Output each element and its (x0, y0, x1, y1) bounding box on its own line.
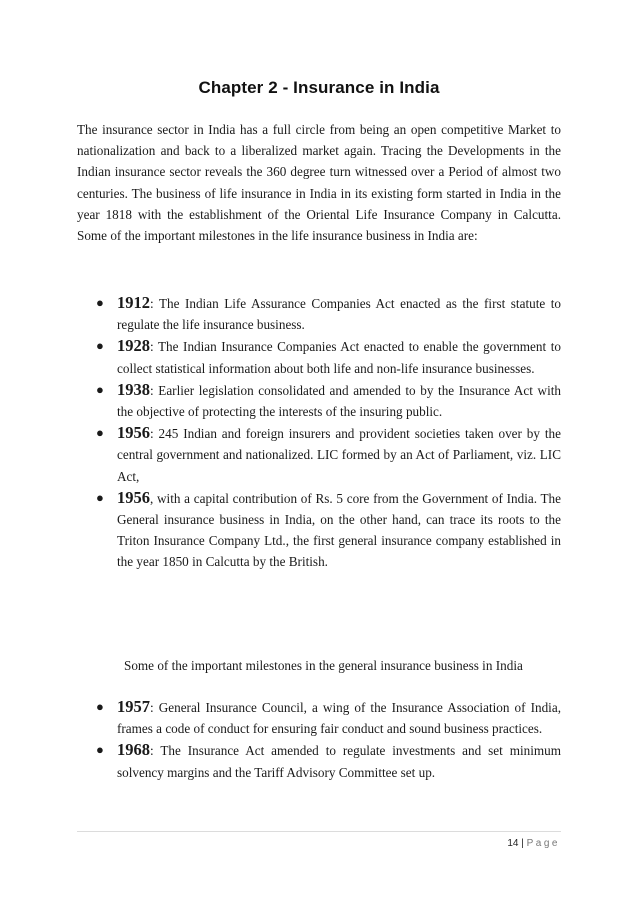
list-item (77, 292, 561, 335)
milestone-year: 1956 (117, 487, 150, 507)
bullet-icon: ● (96, 425, 104, 441)
milestone-year: 1912 (117, 293, 150, 312)
milestone-year: 1956 (117, 423, 150, 443)
list-item (77, 379, 561, 422)
list-item (77, 335, 561, 378)
milestone-text: , with a capital contribution of Rs. 5 core from the Government of India. The General insurance business in India, on the other hand, can trace its roots to the Triton Insurance Company Ltd., the first general insurance company established in the year 1850 in Calcutta by the British. (117, 490, 561, 570)
page-number: 14 (507, 838, 519, 849)
page-label: Page (526, 838, 560, 849)
milestone-year: 1968 (117, 740, 150, 760)
page-footer (507, 838, 560, 849)
milestone-text: : The Indian Life Assurance Companies Act enacted as the first statute to regulate the life insurance business. (117, 296, 561, 333)
bullet-icon: ● (96, 742, 104, 758)
general-intro-paragraph (77, 655, 561, 676)
list-item (77, 422, 561, 487)
footer-divider (77, 831, 561, 832)
milestone-text: : General Insurance Council, a wing of the Insurance Association of India, frames a code of conduct for ensuring fair conduct and sound business practices. (117, 700, 561, 737)
bullet-icon: ● (96, 295, 104, 310)
bullet-icon: ● (96, 381, 104, 397)
list-item (77, 487, 561, 573)
footer-separator: | (521, 838, 524, 849)
bullet-icon: ● (96, 489, 104, 505)
milestone-year: 1928 (117, 336, 150, 356)
intro-paragraph: The insurance sector in India has a full circle from being an open competitive Market to nationalization and back to a liberalized market again. Tracing the Developments in the Indian insurance sector reveals the 360 degree turn witnessed over a Period of almost two centuries. The business of life insurance in India in its existing form started in India in the year 1818 with the establishment of the Oriental Life Insurance Company in Calcutta. Some of the important milestones in the life insurance business in India are: (77, 122, 561, 244)
life-milestones-list (77, 292, 561, 573)
bullet-icon: ● (96, 699, 104, 714)
list-item (77, 696, 561, 739)
milestone-text: : The Insurance Act amended to regulate investments and set minimum solvency margins and the Tariff Advisory Committee set up. (117, 743, 561, 780)
milestone-text: : 245 Indian and foreign insurers and provident societies taken over by the central government and nationalized. LIC formed by an Act of Parliament, viz. LIC Act, (117, 426, 561, 484)
general-intro-text: Some of the important milestones in the general insurance business in India (124, 658, 523, 673)
bullet-icon: ● (96, 338, 104, 354)
milestone-year: 1938 (117, 379, 150, 399)
general-milestones-list (77, 696, 561, 783)
milestone-text: : The Indian Insurance Companies Act enacted to enable the government to collect statistical information about both life and non-life insurance businesses. (117, 339, 561, 376)
list-item (77, 739, 561, 782)
milestone-year: 1957 (117, 697, 150, 716)
chapter-title: Chapter 2 - Insurance in India (198, 78, 440, 97)
milestone-text: : Earlier legislation consolidated and amended to by the Insurance Act with the objective of protecting the interests of the insuring public. (117, 382, 561, 420)
